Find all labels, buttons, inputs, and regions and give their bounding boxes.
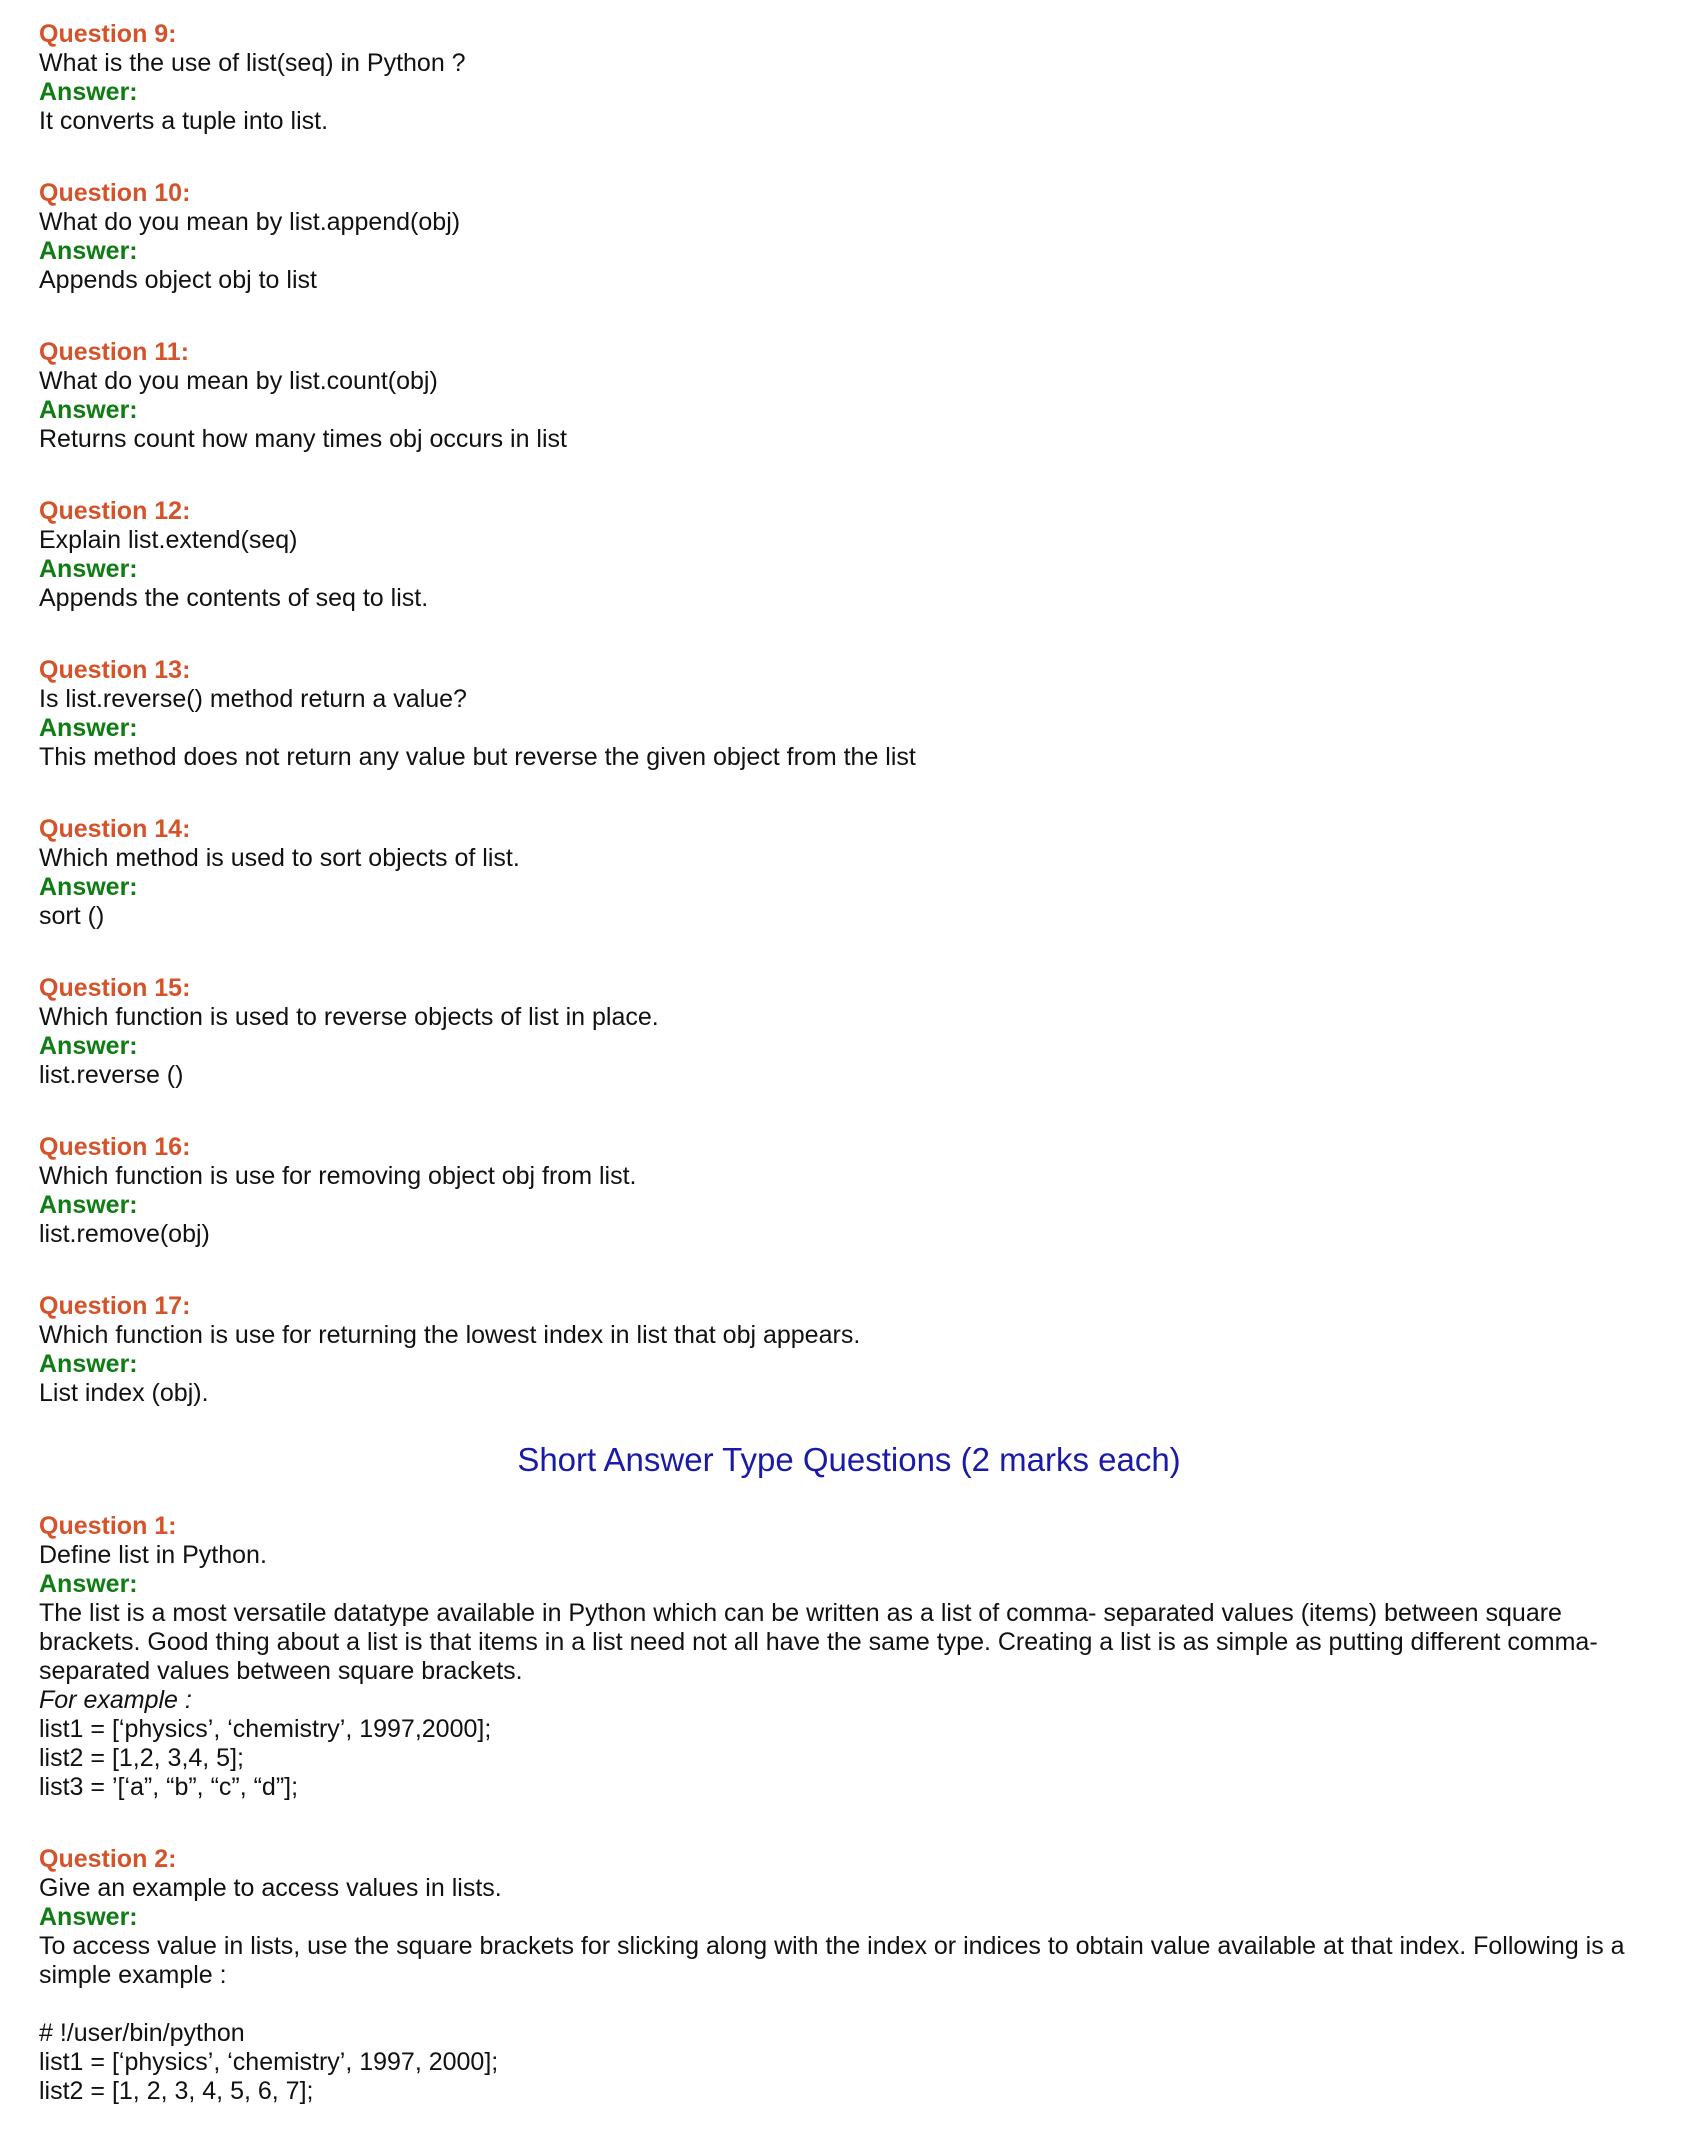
question-label: Question 9: <box>39 20 177 48</box>
document-page <box>39 20 1659 2149</box>
answer-text: sort () <box>39 902 105 930</box>
question-label: Question 11: <box>39 338 190 366</box>
question-text: Which function is used to reverse objects of list in place. <box>39 1003 659 1031</box>
answer-text: Appends the contents of seq to list. <box>39 584 429 612</box>
answer-text: list.reverse () <box>39 1061 184 1089</box>
question-text: What do you mean by list.count(obj) <box>39 367 438 395</box>
qa-block-q9 <box>39 20 1659 136</box>
answer-text: This method does not return any value but reverse the given object from the list <box>39 743 916 771</box>
qa-block-q15 <box>39 974 1659 1090</box>
answer-text: It converts a tuple into list. <box>39 107 329 135</box>
answer-text: List index (obj). <box>39 1379 209 1407</box>
question-label: Question 14: <box>39 815 191 843</box>
answer-text: list.remove(obj) <box>39 1220 210 1248</box>
answer-label: Answer: <box>39 1191 138 1219</box>
qa-block-q12 <box>39 497 1659 613</box>
qa-block-q11 <box>39 338 1659 454</box>
question-text: Which function is use for removing object obj from list. <box>39 1162 637 1190</box>
answer-paragraph: The list is a most versatile datatype available in Python which can be written as a list of comma- separated values (items) between square brackets. Good thing about a list is that items in a list need not all have the same type. Creating a list is as simple as putting different comma-separated values between square brackets. <box>39 1599 1598 1685</box>
question-text: Define list in Python. <box>39 1541 267 1569</box>
question-label: Question 10: <box>39 179 191 207</box>
question-label: Question 16: <box>39 1133 191 1161</box>
qa-block-q10 <box>39 179 1659 295</box>
example-label: For example : <box>39 1686 192 1714</box>
question-text: Explain list.extend(seq) <box>39 526 298 554</box>
answer-label: Answer: <box>39 78 138 106</box>
question-label: Question 12: <box>39 497 191 525</box>
answer-label: Answer: <box>39 396 138 424</box>
question-label: Question 1: <box>39 1512 177 1540</box>
answer-label: Answer: <box>39 1350 138 1378</box>
question-label: Question 17: <box>39 1292 191 1320</box>
code-line: list3 = ’[‘a”, “b”, “c”, “d”]; <box>39 1773 299 1801</box>
qa-block-q13 <box>39 656 1659 772</box>
short-qa-block-q1 <box>39 1512 1659 1802</box>
question-label: Question 15: <box>39 974 191 1002</box>
code-line: list2 = [1,2, 3,4, 5]; <box>39 1744 244 1772</box>
code-line: list1 = [‘physics’, ‘chemistry’, 1997,2000]; <box>39 1715 492 1743</box>
qa-block-q17 <box>39 1292 1659 1408</box>
question-text: Which function is use for returning the lowest index in list that obj appears. <box>39 1321 861 1349</box>
answer-label: Answer: <box>39 1032 138 1060</box>
qa-block-q16 <box>39 1133 1659 1249</box>
question-text: What do you mean by list.append(obj) <box>39 208 461 236</box>
question-text: Give an example to access values in lists. <box>39 1874 502 1902</box>
question-label: Question 13: <box>39 656 191 684</box>
spacer <box>39 1990 1659 2019</box>
question-text: Which method is used to sort objects of list. <box>39 844 520 872</box>
answer-label: Answer: <box>39 237 138 265</box>
question-text: Is list.reverse() method return a value? <box>39 685 467 713</box>
code-line: # !/user/bin/python <box>39 2019 245 2047</box>
qa-block-q14 <box>39 815 1659 931</box>
code-line: list2 = [1, 2, 3, 4, 5, 6, 7]; <box>39 2077 314 2105</box>
question-text: What is the use of list(seq) in Python ? <box>39 49 466 77</box>
answer-label: Answer: <box>39 714 138 742</box>
answer-label: Answer: <box>39 873 138 901</box>
answer-paragraph: To access value in lists, use the square brackets for slicking along with the index or indices to obtain value available at that index. Following is a simple example : <box>39 1932 1625 1989</box>
answer-text: Returns count how many times obj occurs in list <box>39 425 567 453</box>
answer-label: Answer: <box>39 1570 138 1598</box>
answer-text: Appends object obj to list <box>39 266 317 294</box>
answer-label: Answer: <box>39 555 138 583</box>
code-line: list1 = [‘physics’, ‘chemistry’, 1997, 2000]; <box>39 2048 499 2076</box>
section-heading: Short Answer Type Questions (2 marks each) <box>517 1441 1181 1478</box>
short-qa-block-q2 <box>39 1845 1659 2106</box>
question-label: Question 2: <box>39 1845 177 1873</box>
answer-label: Answer: <box>39 1903 138 1931</box>
